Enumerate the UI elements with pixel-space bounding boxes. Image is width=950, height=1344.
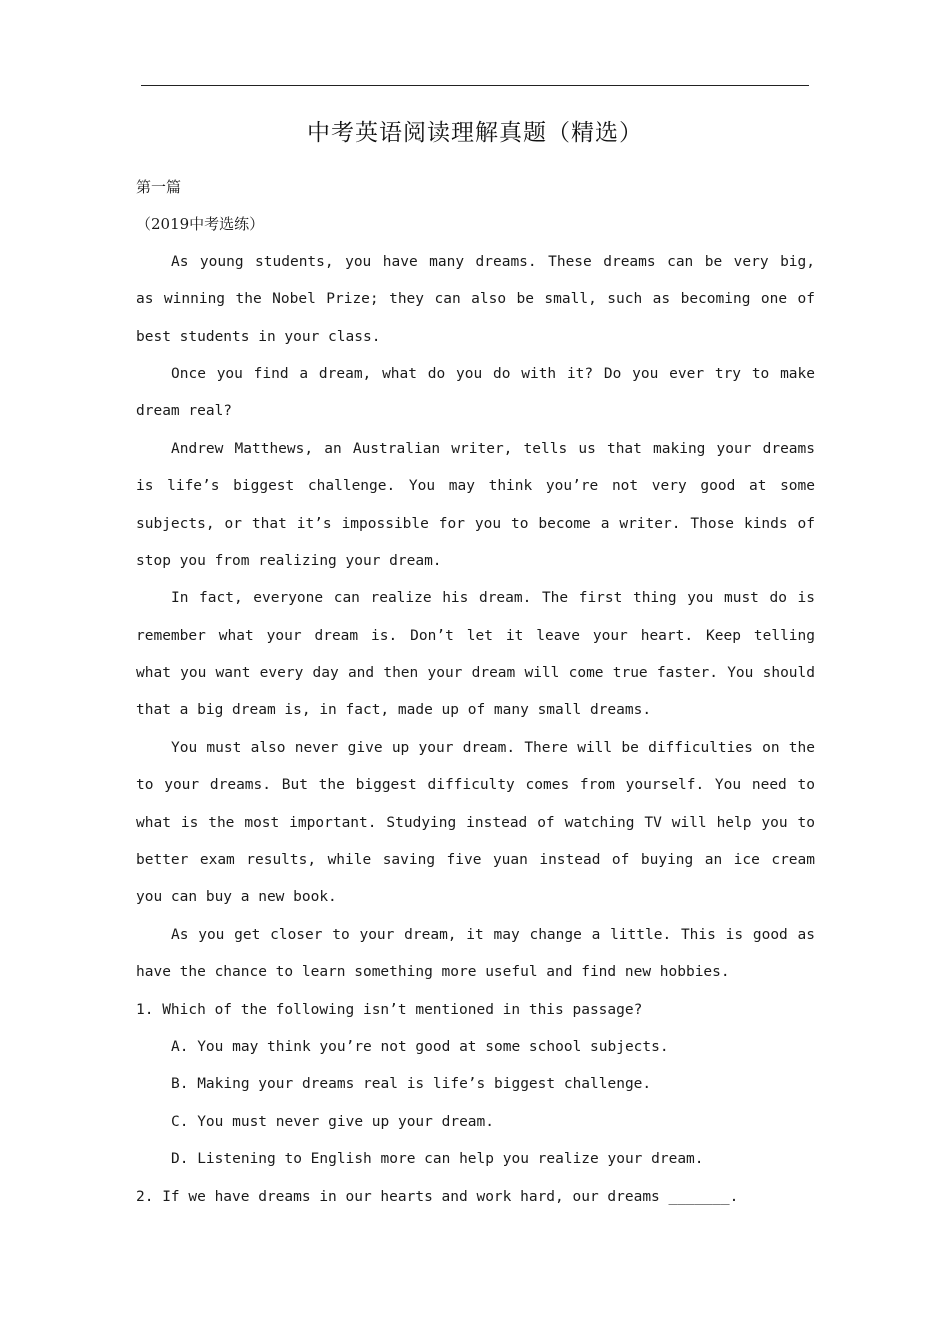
passage-line: best students in your class.: [136, 328, 381, 345]
passage-line: stop you from realizing your dream.: [136, 552, 442, 569]
answer-option: B. Making your dreams real is life’s biggest challenge.: [171, 1076, 652, 1093]
passage-line: you can buy a new book.: [136, 889, 337, 906]
passage-line: that a big dream is, in fact, made up of many small dreams.: [136, 702, 652, 719]
passage-line: subjects, or that it’s impossible for you to become a writer. Those kinds of: [136, 515, 815, 532]
passage-line: As you get closer to your dream, it may change a little. This is good as: [171, 926, 815, 943]
section-label: 第一篇: [136, 178, 182, 196]
passage-line: As young students, you have many dreams. These dreams can be very big,: [171, 253, 815, 270]
question-stem: 2. If we have dreams in our hearts and work hard, our dreams _______.: [136, 1188, 739, 1205]
question-stem: 1. Which of the following isn’t mentioned in this passage?: [136, 1001, 643, 1018]
document-body: [136, 169, 815, 1216]
passage-line: what is the most important. Studying instead of watching TV will help you to: [136, 814, 815, 831]
passage-line: Once you find a dream, what do you do with it? Do you ever try to make: [171, 365, 815, 382]
passage-line: as winning the Nobel Prize; they can also be small, such as becoming one of: [136, 291, 815, 308]
passage-line: to your dreams. But the biggest difficulty comes from yourself. You need to: [136, 777, 815, 794]
answer-option: A. You may think you’re not good at some school subjects.: [171, 1038, 669, 1055]
passage-line: dream real?: [136, 403, 233, 420]
answer-option: D. Listening to English more can help you realize your dream.: [171, 1151, 704, 1168]
passage-line: better exam results, while saving five yuan instead of buying an ice cream: [136, 852, 815, 869]
answer-option: C. You must never give up your dream.: [171, 1113, 495, 1130]
passage-line: You must also never give up your dream. There will be difficulties on the: [171, 739, 815, 756]
passage-line: Andrew Matthews, an Australian writer, tells us that making your dreams: [171, 440, 815, 457]
passage-line: is life’s biggest challenge. You may think you’re not very good at some: [136, 478, 815, 495]
source-note: （2019中考选练）: [136, 215, 265, 234]
reading-passage: [136, 244, 815, 992]
question-list: [136, 992, 815, 1216]
header-rule: [141, 85, 809, 86]
passage-line: have the chance to learn something more useful and find new hobbies.: [136, 964, 730, 981]
passage-line: remember what your dream is. Don’t let it leave your heart. Keep telling: [136, 627, 815, 644]
passage-line: what you want every day and then your dream will come true faster. You should: [136, 665, 815, 682]
page-title: 中考英语阅读理解真题（精选）: [307, 120, 643, 146]
passage-line: In fact, everyone can realize his dream. The first thing you must do is: [171, 590, 815, 607]
